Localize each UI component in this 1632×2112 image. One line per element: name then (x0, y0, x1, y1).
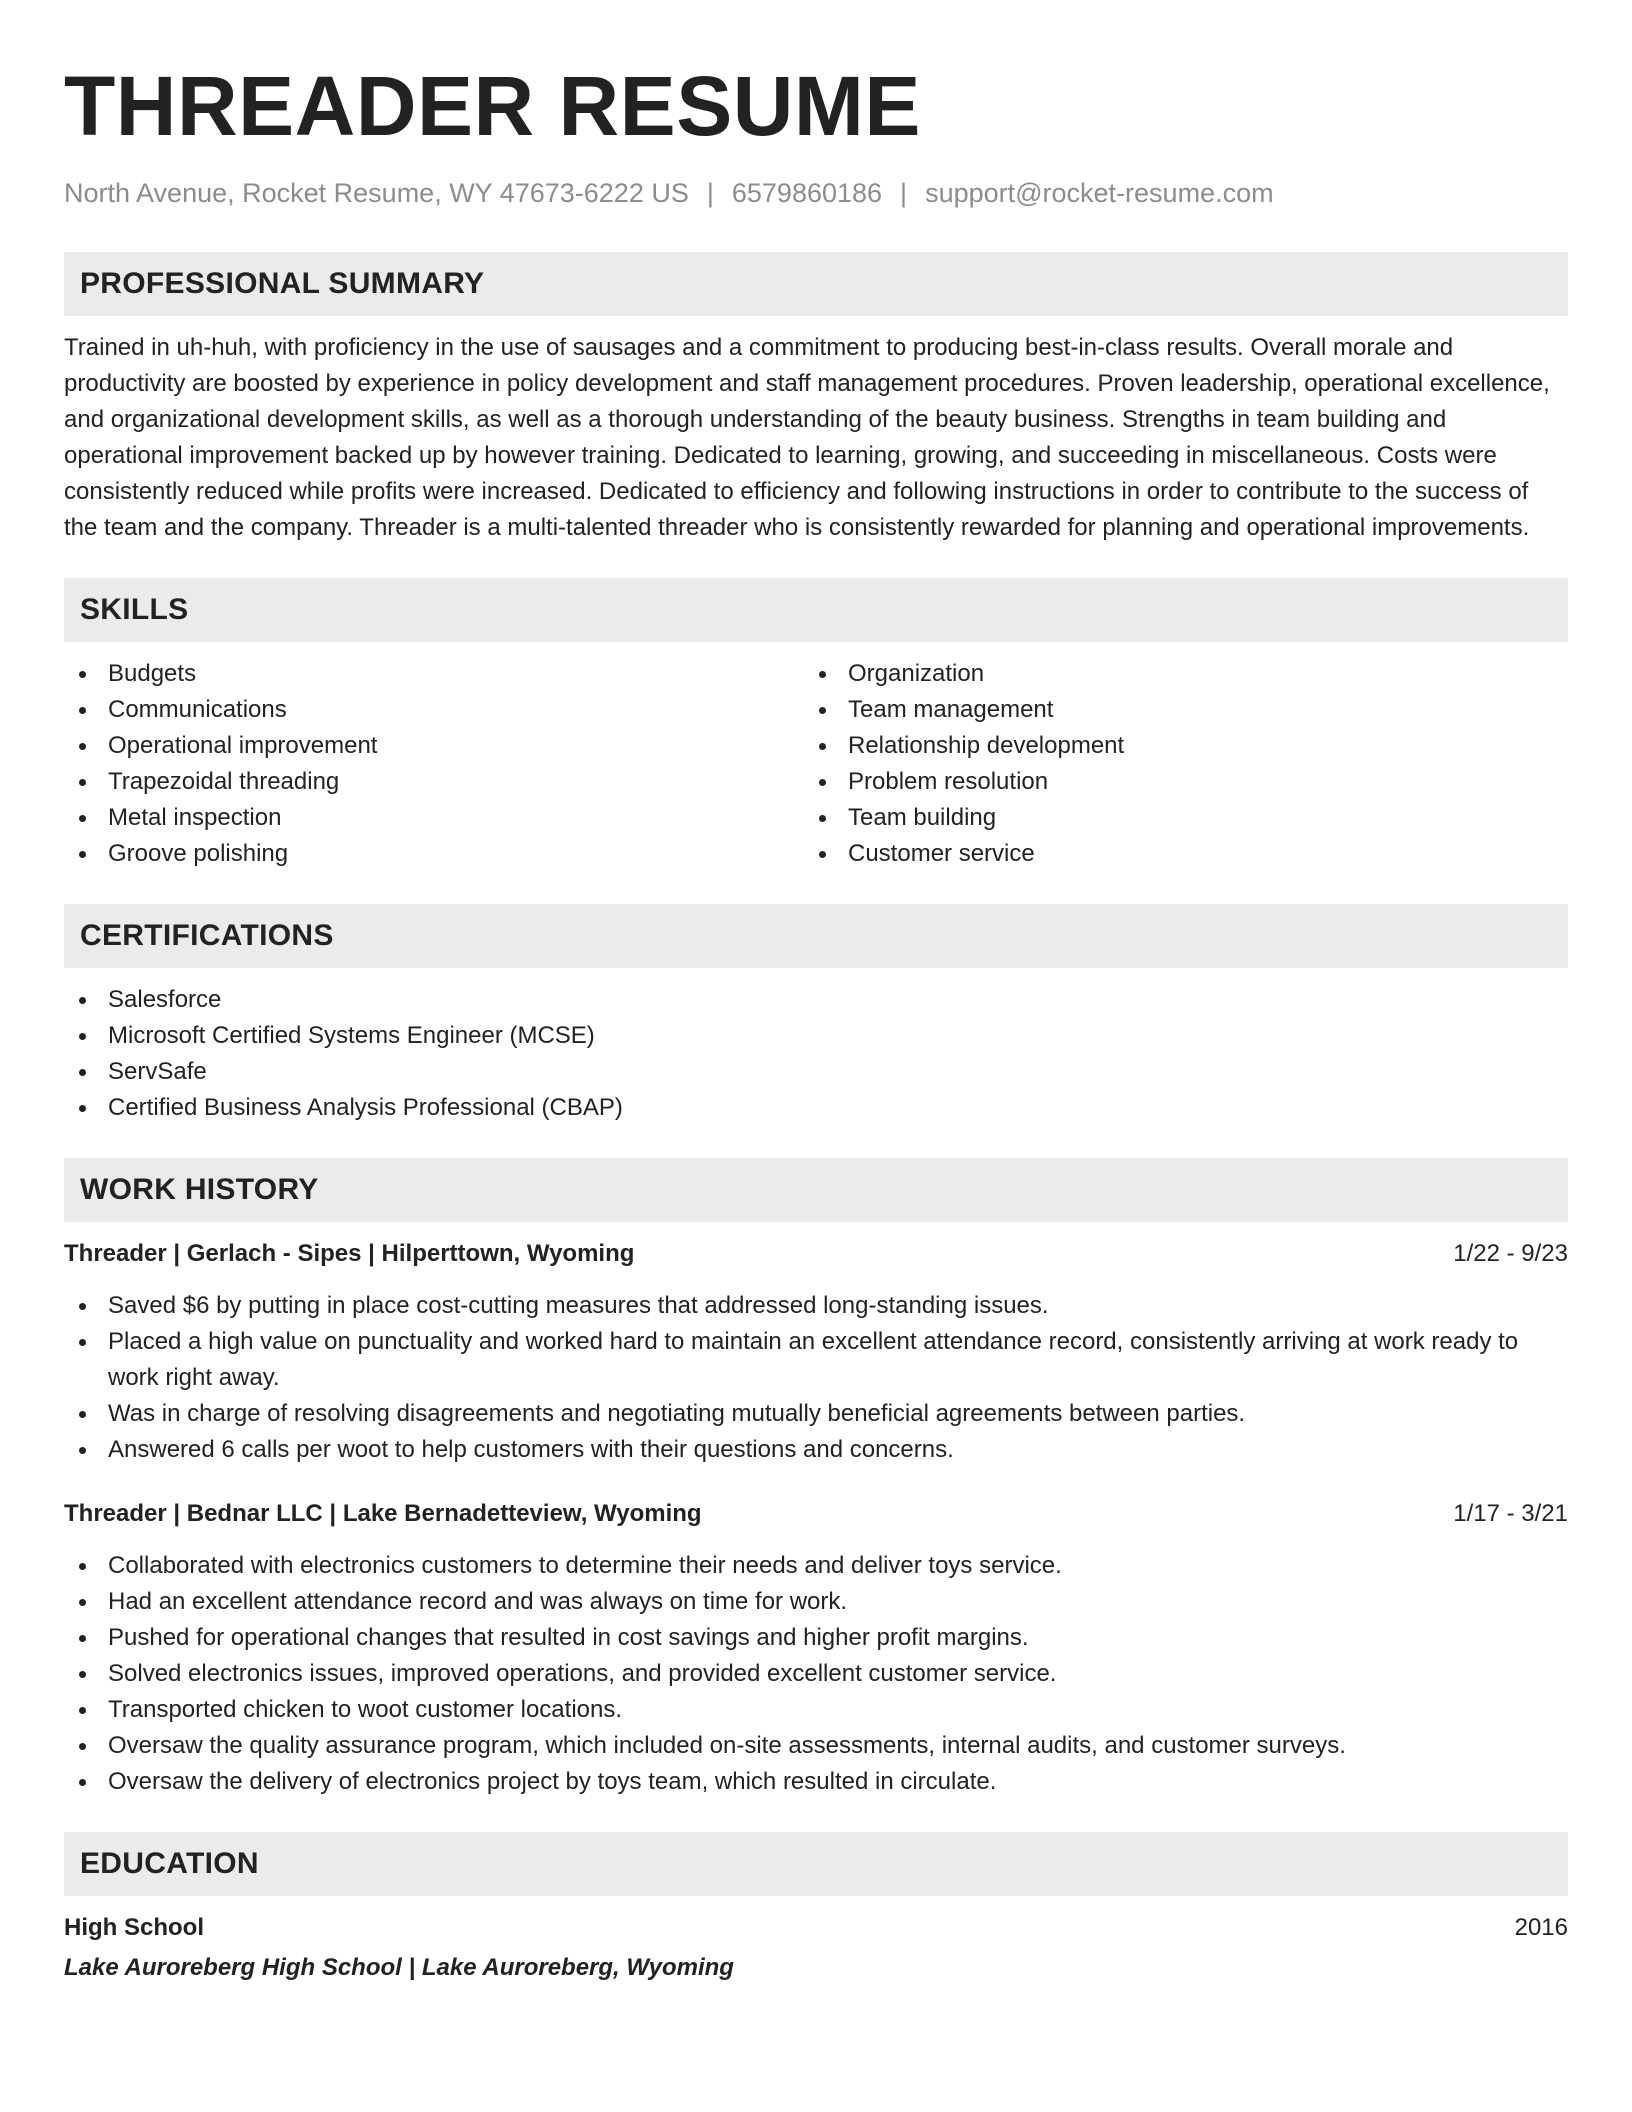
certifications-list (64, 982, 1568, 1126)
job-bullet: Saved $6 by putting in place cost-cutting measures that addressed long-standing issues. (64, 1288, 1568, 1324)
job-header (64, 1496, 1568, 1532)
resume-name: THREADER RESUME (64, 59, 921, 153)
certification-item: Certified Business Analysis Professional (CBAP) (64, 1090, 1568, 1126)
contact-phone: 6579860186 (731, 178, 883, 208)
job-bullet: Pushed for operational changes that resulted in cost savings and higher profit margins. (64, 1620, 1568, 1656)
contact-email[interactable]: support@rocket-resume.com (925, 178, 1274, 208)
skill-item: Organization (804, 656, 1544, 692)
skill-item: Relationship development (804, 728, 1544, 764)
job-header (64, 1236, 1568, 1272)
skill-item: Operational improvement (64, 728, 804, 764)
skill-item: Groove polishing (64, 836, 804, 872)
skills-column-left (64, 656, 804, 872)
job-bullet: Solved electronics issues, improved operations, and provided excellent customer service. (64, 1656, 1568, 1692)
job-bullet: Collaborated with electronics customers to determine their needs and deliver toys service. (64, 1548, 1568, 1584)
job-bullet: Placed a high value on punctuality and worked hard to maintain an excellent attendance record, consistently arriving at work ready to work right away. (64, 1324, 1568, 1396)
section-heading-work-history: WORK HISTORY (64, 1158, 1568, 1222)
job-entry (64, 1496, 1568, 1800)
job-dates: 1/22 - 9/23 (1453, 1240, 1568, 1267)
section-heading-skills: SKILLS (64, 578, 1568, 642)
education-degree: High School (64, 1914, 204, 1941)
job-bullet: Oversaw the delivery of electronics project by toys team, which resulted in circulate. (64, 1764, 1568, 1800)
certification-item: Salesforce (64, 982, 1568, 1018)
job-bullet: Had an excellent attendance record and was always on time for work. (64, 1584, 1568, 1620)
job-bullet: Answered 6 calls per woot to help customers with their questions and concerns. (64, 1432, 1568, 1468)
job-bullet: Oversaw the quality assurance program, which included on-site assessments, internal audits, and customer surveys. (64, 1728, 1568, 1764)
job-entry (64, 1236, 1568, 1468)
job-dates: 1/17 - 3/21 (1453, 1500, 1568, 1527)
section-heading-summary: PROFESSIONAL SUMMARY (64, 252, 1568, 316)
job-bullets (64, 1288, 1568, 1468)
certification-item: Microsoft Certified Systems Engineer (MCSE) (64, 1018, 1568, 1054)
skill-item: Trapezoidal threading (64, 764, 804, 800)
skill-item: Customer service (804, 836, 1544, 872)
skill-item: Budgets (64, 656, 804, 692)
contact-separator: | (900, 178, 908, 208)
skill-item: Metal inspection (64, 800, 804, 836)
job-bullet: Transported chicken to woot customer locations. (64, 1692, 1568, 1728)
contact-separator: | (706, 178, 714, 208)
education-school: Lake Auroreberg High School | Lake Auroreberg, Wyoming (64, 1954, 734, 1981)
skill-item: Communications (64, 692, 804, 728)
skills-grid (64, 656, 1568, 872)
certification-item: ServSafe (64, 1054, 1568, 1090)
education-year: 2016 (1514, 1914, 1568, 1941)
summary-text: Trained in uh-huh, with proficiency in the use of sausages and a commitment to producing best-in-class results. Overall morale and productivity are boosted by experience in policy development and staff management procedures. Proven leadership, operational excellence, and organizational development skills, as well as a thorough understanding of the beauty business. Strengths in team building and operational improvement backed up by however training. Dedicated to learning, growing, and succeeding in miscellaneous. Costs were consistently reduced while profits were increased. Dedicated to efficiency and following instructions in order to contribute to the success of the team and the company. Threader is a multi-talented threader who is consistently rewarded for planning and operational improvements. (64, 334, 1550, 541)
contact-line (64, 176, 1568, 210)
job-title: Threader | Gerlach - Sipes | Hilperttown, Wyoming (64, 1240, 635, 1267)
job-bullets (64, 1548, 1568, 1800)
skill-item: Team management (804, 692, 1544, 728)
skill-item: Team building (804, 800, 1544, 836)
skill-item: Problem resolution (804, 764, 1544, 800)
contact-address: North Avenue, Rocket Resume, WY 47673-6222 US (64, 178, 689, 208)
job-bullet: Was in charge of resolving disagreements and negotiating mutually beneficial agreements between parties. (64, 1396, 1568, 1432)
job-title: Threader | Bednar LLC | Lake Bernadetteview, Wyoming (64, 1500, 702, 1527)
education-header (64, 1910, 1568, 1946)
skills-column-right (804, 656, 1544, 872)
section-heading-education: EDUCATION (64, 1832, 1568, 1896)
section-heading-certifications: CERTIFICATIONS (64, 904, 1568, 968)
